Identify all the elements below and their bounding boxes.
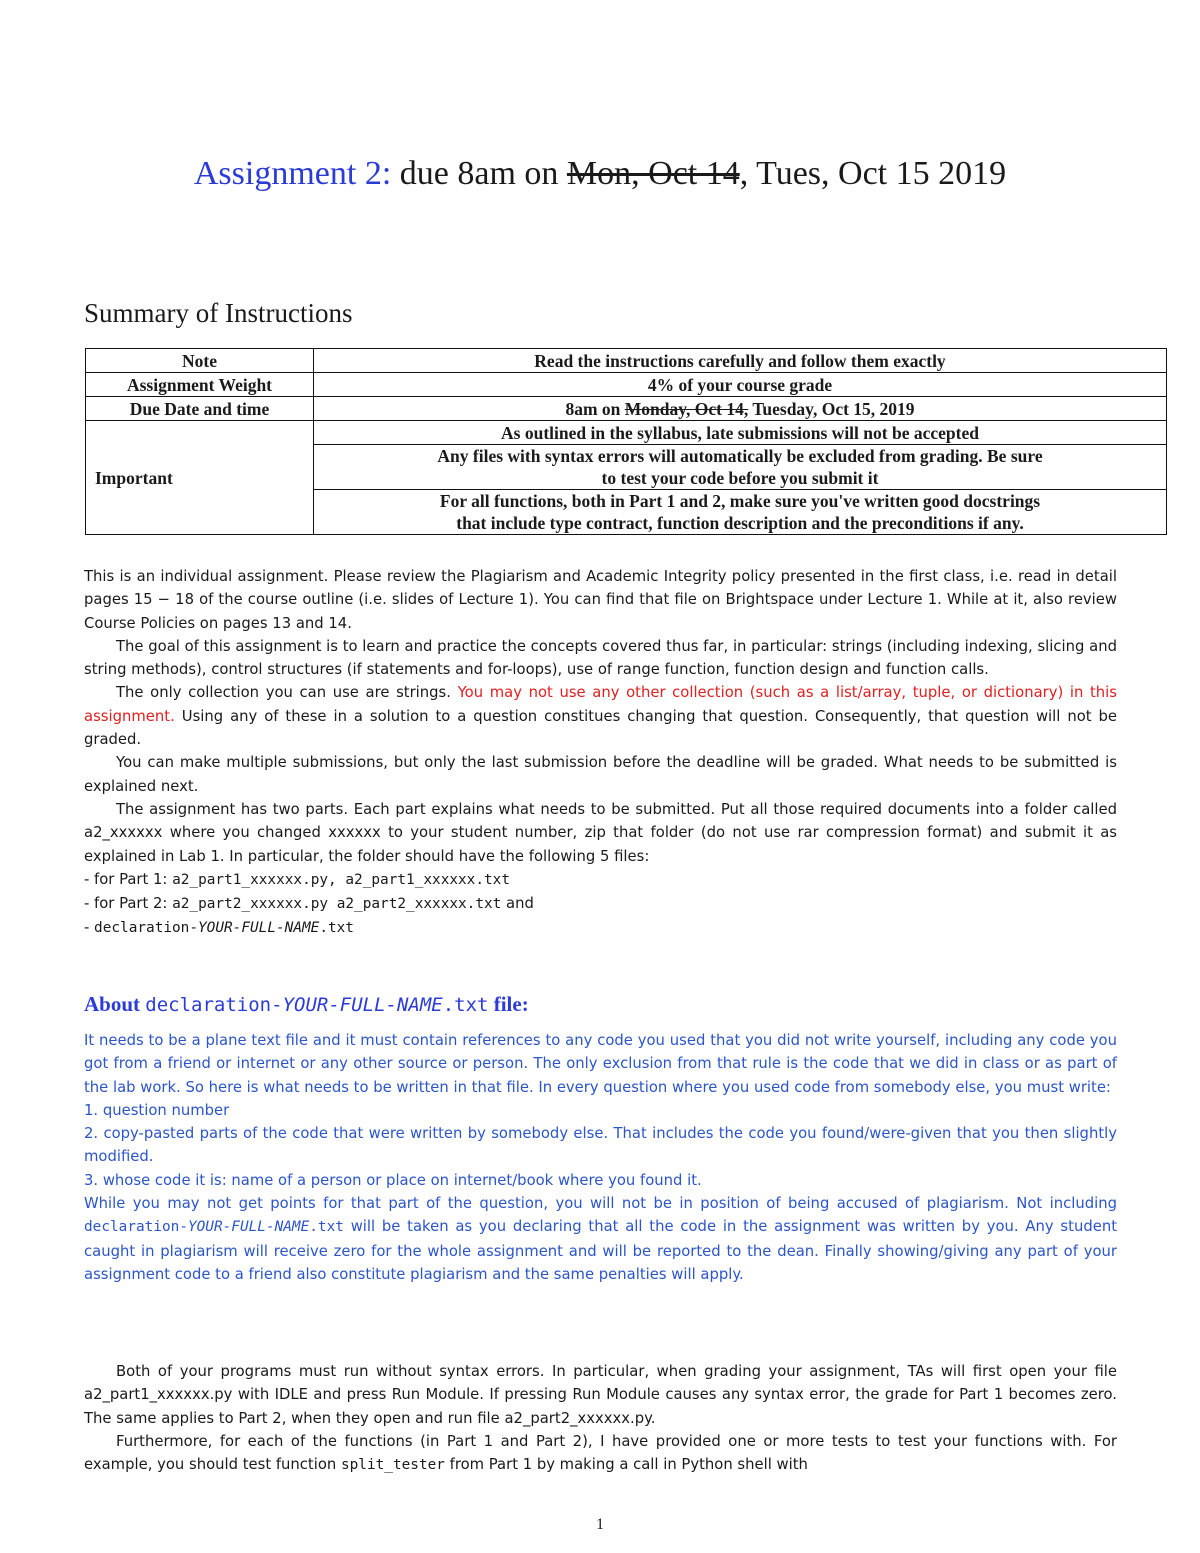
about-heading-prefix: About: [84, 992, 141, 1016]
table-cell: [314, 490, 1167, 535]
closing-paragraph-1: Both of your programs must run without syntax errors. In particular, when grading your assignment, TAs will first open your file a2_part1_xxxxxx.py with IDLE and press Run Module. If pressing Run Module causes any syntax error, the grade for Part 1 becomes zero. The same applies to Part 2, when they open and run file a2_part2_xxxxxx.py.: [84, 1363, 1117, 1427]
file-name-part: YOUR-FULL-NAME: [198, 920, 320, 937]
intro-paragraph-5: The assignment has two parts. Each part explains what needs to be submitted. Put all those required documents into a folder called a2_xxxxxx where you changed xxxxxx to your student number, zip that folder (do not use rar compression format) and submit it as explained in Lab 1. In particular, the folder should have the following 5 files:: [84, 800, 1117, 865]
file-name-part: .txt: [319, 920, 354, 937]
about-heading-file: YOUR-FULL-NAME: [282, 994, 443, 1016]
about-heading-file: .txt: [442, 994, 489, 1016]
file-name-part: .txt: [309, 1219, 344, 1236]
due-struck-date: Monday, Oct 14,: [624, 398, 749, 419]
about-section: [84, 1029, 1117, 1286]
about-list-item-3: 3. whose code it is: name of a person or place on internet/book where you found it.: [84, 1171, 702, 1189]
closing-text: from Part 1 by making a call in Python shell with: [444, 1456, 808, 1474]
summary-heading: Summary of Instructions: [84, 298, 353, 328]
due-prefix: 8am on: [565, 398, 621, 419]
intro-paragraph-3: [84, 681, 1117, 751]
about-heading: [84, 990, 529, 1019]
about-list-item-2: 2. copy-pasted parts of the code that were written by somebody else. That includes the code you found/were-given that you then slightly modified.: [84, 1125, 1117, 1166]
file-list-item-2: [84, 892, 1117, 916]
table-cell: Due Date and time: [86, 397, 314, 421]
about-text: While you may not get points for that part of the question, you will not be in position of being accused of plagiarism. Not including: [84, 1195, 1117, 1213]
collection-consequence: Using any of these in a solution to a question constitues changing that question. Consequently, that question will not be graded.: [84, 707, 1117, 749]
title-label: Assignment 2:: [193, 155, 392, 192]
important-2-line-2: to test your code before you submit it: [601, 468, 879, 488]
file-names: a2_part1_xxxxxx.py, a2_part1_xxxxxx.txt: [172, 871, 511, 888]
closing-text: Furthermore, for each of the functions (in Part 1 and Part 2), I have provided one or more tests to test your functions with. For example, you should test function: [84, 1432, 1117, 1474]
table-row: [86, 421, 1167, 445]
collection-warning: You may not use any other collection (such as a list/array, tuple, or dictionary) in this assignment.: [84, 684, 1117, 725]
table-cell: Note: [86, 349, 314, 373]
intro-paragraph-4: You can make multiple submissions, but only the last submission before the deadline will be graded. What needs to be submitted is explained next.: [84, 754, 1117, 795]
file-name-part: declaration-: [94, 920, 199, 937]
table-cell: 4% of your course grade: [314, 373, 1167, 397]
table-row: [86, 397, 1167, 421]
title-due-prefix: due 8am on: [399, 155, 559, 192]
about-paragraph-2: [84, 1192, 1117, 1286]
intro-paragraph-2: The goal of this assignment is to learn and practice the concepts covered thus far, in particular: strings (including indexing, slicing and string methods), control structures (if statements and for-loops), use of range function, function design and function calls.: [84, 637, 1117, 679]
file-names: a2_part2_xxxxxx.py a2_part2_xxxxxx.txt: [172, 896, 502, 913]
table-cell: [314, 397, 1167, 421]
file-list-item-1: [84, 868, 1117, 892]
table-cell: [314, 445, 1167, 490]
assignment-title: [0, 152, 1200, 196]
file-name-part: YOUR-FULL-NAME: [187, 1219, 310, 1236]
important-2-line-1: Any files with syntax errors will automatically be excluded from grading. Be sure: [437, 446, 1043, 466]
about-list-item-1: 1. question number: [84, 1101, 230, 1119]
about-heading-file: declaration-: [145, 994, 283, 1016]
closing-section: [84, 1360, 1117, 1477]
list-prefix: - for Part 1:: [84, 870, 173, 888]
file-list-item-3: [84, 916, 1117, 940]
important-3-line-1: For all functions, both in Part 1 and 2, make sure you've written good docstrings: [439, 491, 1041, 511]
closing-paragraph-2: [84, 1430, 1117, 1478]
table-row: [86, 349, 1167, 373]
intro-paragraph-1: This is an individual assignment. Please review the Plagiarism and Academic Integrity policy presented in the first class, i.e. read in detail pages 15 − 18 of the course outline (i.e. slides of Lecture 1). You can find that file on Brightspace under Lecture 1. While at it, also review Course Policies on pages 13 and 14.: [84, 568, 1117, 632]
page-number: 1: [596, 1516, 604, 1533]
intro-section: [84, 565, 1117, 941]
table-cell: Read the instructions carefully and follow them exactly: [314, 349, 1167, 373]
table-cell: As outlined in the syllabus, late submissions will not be accepted: [314, 421, 1167, 445]
important-3-line-2: that include type contract, function description and the preconditions if any.: [456, 513, 1024, 533]
title-struck-date: Mon, Oct 14: [566, 155, 740, 192]
table-row: [86, 373, 1167, 397]
list-prefix: -: [84, 919, 95, 937]
function-name: split_tester: [340, 1457, 445, 1474]
list-prefix: - for Part 2:: [84, 895, 173, 913]
instructions-table: [85, 348, 1167, 535]
file-name-part: declaration-: [84, 1219, 188, 1236]
collection-rule: The only collection you can use are strings.: [116, 684, 451, 702]
table-cell: Assignment Weight: [86, 373, 314, 397]
table-cell-important: Important: [86, 421, 314, 535]
title-due-date: , Tues, Oct 15 2019: [739, 155, 1007, 192]
list-suffix: and: [501, 895, 534, 913]
about-heading-suffix: file:: [493, 992, 529, 1016]
about-paragraph-1: It needs to be a plane text file and it must contain references to any code you used that you did not write yourself, including any code you got from a friend or internet or any other source or person. The only exclusion from that rule is the code that we did in class or as part of the lab work. So here is what needs to be written in that file. In every question where you used code from somebody else, you must write:: [84, 1032, 1117, 1096]
due-date: Tuesday, Oct 15, 2019: [752, 398, 915, 419]
about-text: will be taken as you declaring that all the code in the assignment was written by you. Any student caught in plagiarism will receive zero for the whole assignment and will be reported to the dean. Finally showing/giving any part of your assignment code to a friend also constitute plagiarism and the same penalties will apply.: [84, 1218, 1117, 1283]
